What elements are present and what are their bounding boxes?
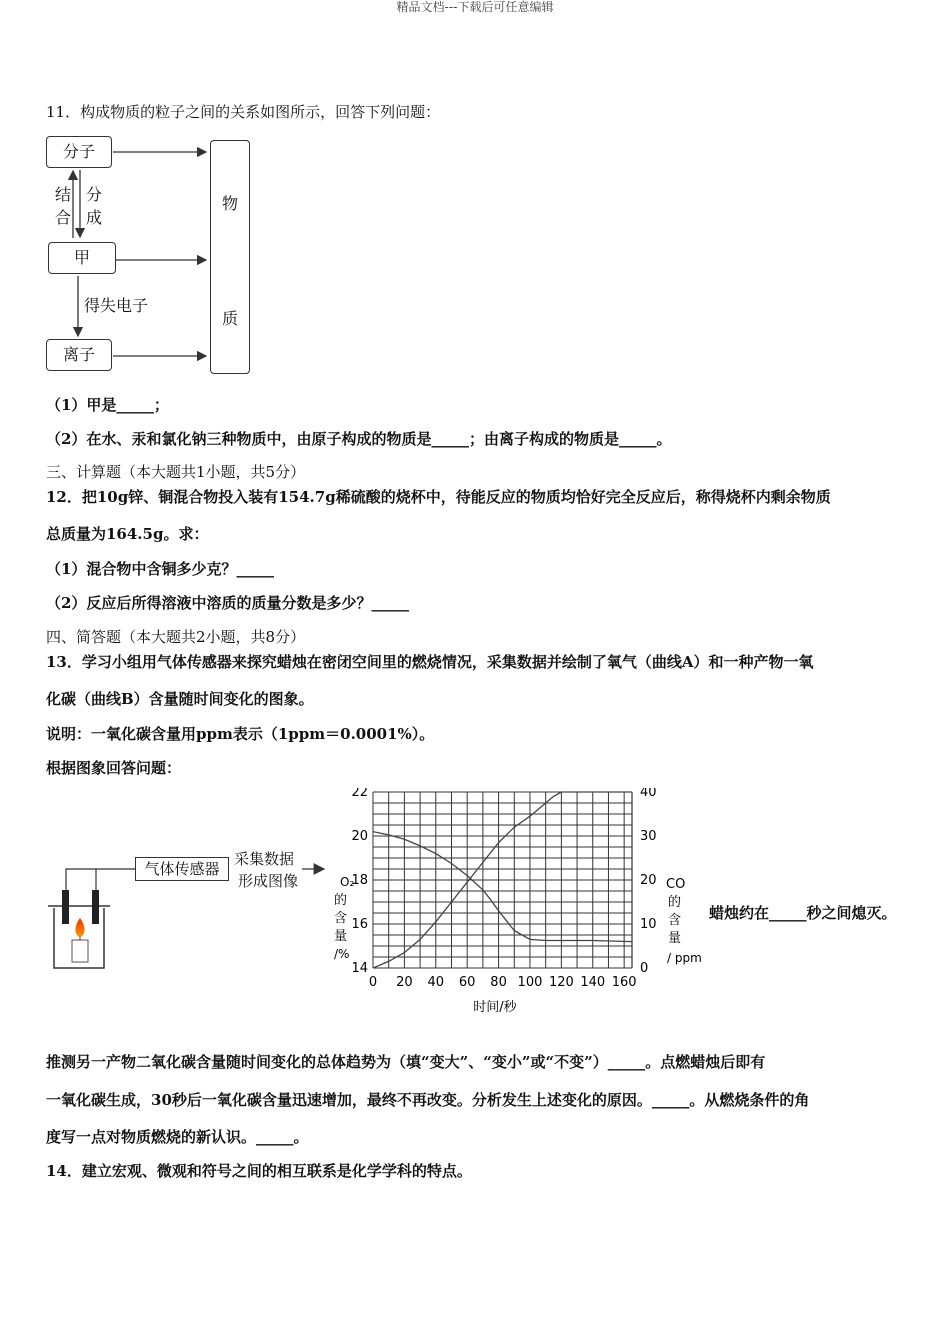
q12-line1: 12．把10g锌、铜混合物投入装有154.7g稀硫酸的烧杯中，待能反应的物质均恰好完全反应后，称得烧杯内剩余物质: [46, 488, 831, 506]
divide-char-2: 成: [86, 208, 103, 227]
x-tick-label: 80: [490, 975, 507, 990]
left-axis-label-unit: /%: [334, 947, 350, 961]
electrons-label: 得失电子: [84, 296, 149, 315]
substance-char-1: 物: [221, 194, 238, 213]
right-tick-label: 20: [640, 873, 657, 888]
q13-prompt: 根据图象回答问题：: [46, 759, 182, 777]
right-tick-label: 30: [640, 829, 657, 844]
left-tick-label: 16: [351, 917, 368, 932]
q12-part2: （2）反应后所得溶液中溶质的质量分数是多少？_____: [46, 594, 409, 612]
gas-sensor-box: 气体传感器: [135, 857, 229, 881]
left-tick-label: 20: [351, 829, 368, 844]
q13-part1: 推测另一产物二氧化碳含量随时间变化的总体趋势为（填“变大”、“变小”或“不变”）_____。点燃蜡烛后即有: [46, 1053, 766, 1071]
x-tick-label: 0: [368, 975, 378, 990]
right-axis-label-co: CO: [666, 877, 686, 892]
section-3-title: 三、计算题（本大题共1小题，共5分）: [46, 463, 306, 481]
left-tick-label: 14: [351, 961, 368, 976]
x-axis-label: 时间/秒: [473, 1000, 517, 1015]
x-tick-label: 120: [548, 975, 574, 990]
q12-line2: 总质量为164.5g。求：: [46, 525, 209, 543]
ion-box: 离子: [46, 339, 112, 371]
right-axis-label-4: 量: [668, 931, 682, 946]
q11-part1: （1）甲是_____；: [46, 396, 169, 414]
right-tick-label: 40: [640, 788, 657, 800]
q13-note: 说明：一氧化碳含量用ppm表示（1ppm＝0.0001%）。: [46, 725, 435, 743]
q12-part1: （1）混合物中含铜多少克？_____: [46, 560, 274, 578]
jia-box: 甲: [48, 242, 116, 274]
substance-char-2: 质: [221, 309, 238, 328]
q13-extinguish-question: 蜡烛约在_____秒之间熄灭。: [709, 904, 897, 922]
q11-stem: 11．构成物质的粒子之间的关系如图所示，回答下列问题：: [46, 103, 441, 121]
combine-char-1: 结: [55, 185, 72, 204]
right-axis-label-3: 含: [668, 913, 682, 928]
x-tick-label: 100: [517, 975, 543, 990]
q11-part2: （2）在水、汞和氯化钠三种物质中，由原子构成的物质是_____；由离子构成的物质是_____。: [46, 430, 672, 448]
x-tick-label: 160: [611, 975, 637, 990]
left-axis-label-2: 的: [334, 893, 348, 908]
right-tick-label: 10: [640, 917, 657, 932]
q13-line2: 化碳（曲线B）含量随时间变化的图象。: [46, 690, 314, 708]
flame-icon: [76, 918, 85, 938]
q13-line1: 13．学习小组用气体传感器来探究蜡烛在密闭空间里的燃烧情况，采集数据并绘制了氧气（曲线A）和一种产物一氧: [46, 653, 814, 671]
x-tick-label: 40: [427, 975, 445, 990]
x-tick-label: 60: [458, 975, 476, 990]
right-tick-label: 0: [640, 961, 649, 976]
combine-char-2: 合: [55, 208, 72, 227]
q13-part3: 度写一点对物质燃烧的新认识。_____。: [46, 1128, 309, 1146]
divide-char-1: 分: [86, 185, 103, 204]
left-tick-label: 22: [351, 788, 368, 800]
molecule-box: 分子: [46, 136, 112, 168]
left-axis-label-4: 量: [334, 929, 348, 944]
collect-label-1: 采集数据: [234, 850, 295, 868]
o2-co-chart: [320, 788, 710, 1023]
right-axis-label-2: 的: [668, 895, 682, 910]
q14-stem: 14．建立宏观、微观和符号之间的相互联系是化学学科的特点。: [46, 1162, 472, 1180]
right-axis-unit: / ppm: [667, 951, 702, 965]
left-axis-label-o2: O₂: [340, 875, 355, 889]
left-tick-label: 18: [351, 873, 368, 888]
q13-part2: 一氧化碳生成，30秒后一氧化碳含量迅速增加，最终不再改变。分析发生上述变化的原因。_____。从燃烧条件的角: [46, 1091, 810, 1109]
collect-label-2: 形成图像: [238, 872, 299, 890]
x-tick-label: 140: [580, 975, 606, 990]
x-tick-label: 20: [396, 975, 413, 990]
left-axis-label-3: 含: [334, 911, 348, 926]
section-4-title: 四、简答题（本大题共2小题，共8分）: [46, 628, 306, 646]
page-header: 精品文档---下载后可任意编辑: [396, 0, 554, 14]
chart-grid: [373, 792, 632, 968]
substance-box: [210, 140, 250, 374]
